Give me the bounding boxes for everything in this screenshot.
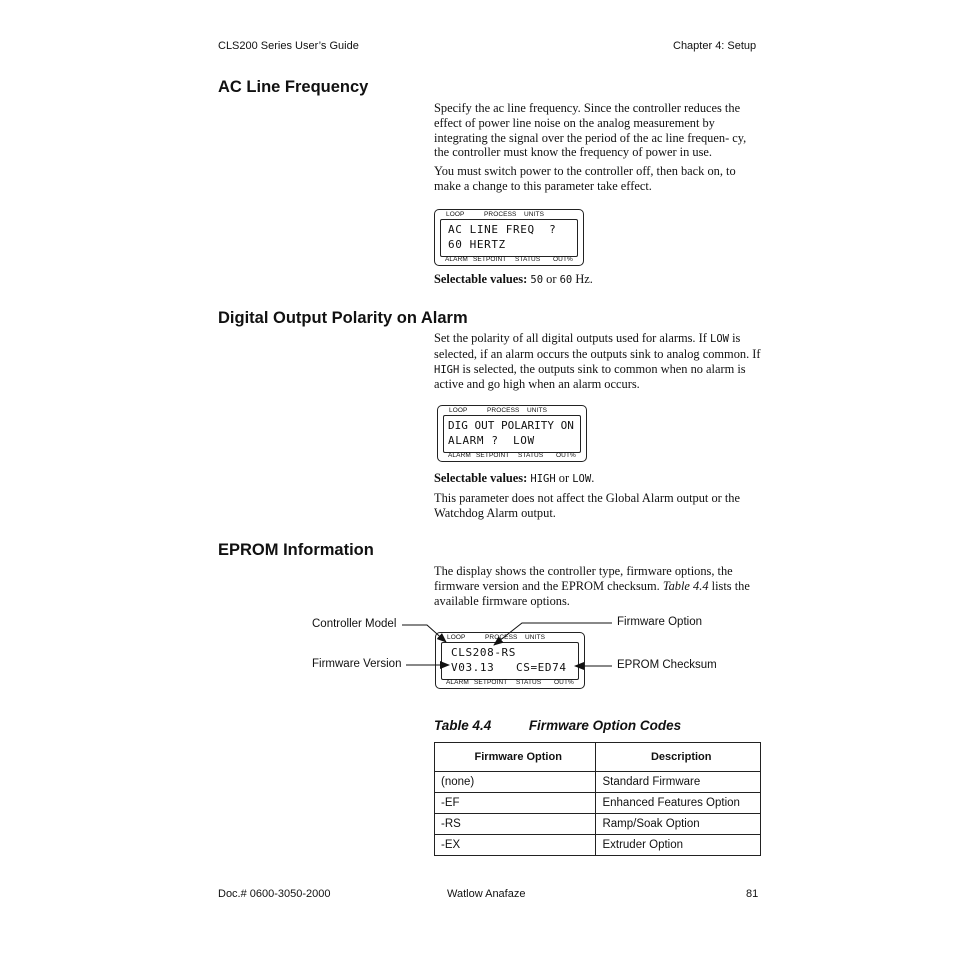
lcd-label-alarm: ALARM: [448, 452, 471, 459]
selectable-values-label: Selectable values:: [434, 272, 528, 286]
arrow-firmware-option: [494, 623, 612, 645]
section-title-digital-output-polarity: Digital Output Polarity on Alarm: [218, 309, 468, 327]
firmware-option-table: [434, 742, 761, 856]
table-row: [435, 772, 761, 793]
lcd-label-out: OUT%: [553, 256, 573, 263]
lcd-line-1: AC LINE FREQ ?: [448, 223, 557, 236]
table-cell-option: (none): [435, 772, 596, 793]
callout-controller-model: Controller Model: [312, 618, 397, 630]
table-row: [435, 793, 761, 814]
dig-code-high: HIGH: [434, 363, 460, 376]
table-caption-title: Firmware Option Codes: [528, 718, 682, 733]
table-row: [435, 814, 761, 835]
ac-paragraph-2: You must switch power to the controller off, then back on, to make a change to this parameter take effect.: [434, 164, 736, 193]
lcd-line-2: 60 HERTZ: [448, 238, 506, 251]
table-cell-option: -RS: [435, 814, 596, 835]
lcd-label-units: UNITS: [524, 211, 544, 218]
table-reference: Table 4.4: [662, 578, 709, 593]
ac-paragraph-1: Specify the ac line frequency. Since the controller reduces the effect of power line noise on the analog measurement by integrating the signal over the period of the ac line frequen- cy, the controller must know the frequency of power in use.: [434, 101, 747, 160]
arrow-controller-model: [402, 625, 446, 642]
eprom-text-b: lists the available firmware options.: [434, 578, 750, 608]
table-cell-description: Ramp/Soak Option: [596, 814, 761, 835]
dig-text-c: is selected, the outputs sink to common when no alarm is active and go high when an alarm occurs.: [434, 361, 746, 392]
footer-company: Watlow Anafaze: [447, 888, 526, 900]
lcd-line-2: ALARM ? LOW: [448, 434, 535, 447]
lcd-label-loop: LOOP: [447, 634, 466, 641]
lcd-label-out: OUT%: [556, 452, 576, 459]
period-text: .: [591, 471, 595, 485]
lcd-label-setpoint: SETPOINT: [474, 679, 508, 686]
lcd-label-process: PROCESS: [484, 211, 517, 218]
table-row: [435, 835, 761, 856]
lcd-label-units: UNITS: [527, 407, 547, 414]
lcd-label-setpoint: SETPOINT: [476, 452, 510, 459]
section-title-ac-line-frequency: AC Line Frequency: [218, 78, 369, 96]
table-header-firmware-option: Firmware Option: [435, 743, 596, 772]
value-high: HIGH: [530, 473, 556, 485]
footer-doc-number: Doc.# 0600-3050-2000: [218, 888, 331, 900]
lcd-label-process: PROCESS: [485, 634, 518, 641]
dig-code-low: LOW: [710, 333, 729, 345]
value-50: 50: [530, 274, 544, 286]
lcd-label-setpoint: SETPOINT: [473, 256, 507, 263]
lcd-label-loop: LOOP: [449, 407, 468, 414]
selectable-values-label: Selectable values:: [434, 471, 528, 485]
lcd-line-2: V03.13 CS=ED74: [451, 661, 567, 674]
table-cell-description: Extruder Option: [596, 835, 761, 856]
callout-eprom-checksum: EPROM Checksum: [617, 659, 717, 671]
table-caption: [434, 718, 681, 733]
table-cell-option: -EX: [435, 835, 596, 856]
lcd-label-status: STATUS: [518, 452, 544, 459]
eprom-text-a: The display shows the controller type, firmware options, the firmware version and the EPROM checksum.: [434, 564, 733, 593]
lcd-label-alarm: ALARM: [446, 679, 469, 686]
lcd-label-status: STATUS: [516, 679, 542, 686]
lcd-label-process: PROCESS: [487, 407, 520, 414]
lcd-line-1: CLS208-RS: [451, 646, 517, 659]
dig-text-a: Set the polarity of all digital outputs used for alarms. If: [434, 331, 707, 345]
lcd-line-1: DIG OUT POLARITY ON: [448, 419, 574, 432]
table-cell-option: -EF: [435, 793, 596, 814]
section-title-eprom-information: EPROM Information: [218, 541, 374, 559]
lcd-label-status: STATUS: [515, 256, 541, 263]
lcd-label-out: OUT%: [554, 679, 574, 686]
table-cell-description: Enhanced Features Option: [596, 793, 761, 814]
lcd-label-loop: LOOP: [446, 211, 465, 218]
dig-paragraph-2: This parameter does not affect the Global Alarm output or the Watchdog Alarm output.: [434, 491, 741, 520]
table-header-row: [435, 743, 761, 772]
footer-page-number: 81: [746, 888, 759, 900]
or-text: or: [558, 471, 570, 485]
table-caption-number: Table 4.4: [434, 718, 492, 733]
lcd-label-units: UNITS: [525, 634, 545, 641]
running-header-chapter: Chapter 4: Setup: [673, 40, 757, 52]
table-header-description: Description: [596, 743, 761, 772]
lcd-label-alarm: ALARM: [445, 256, 468, 263]
running-header-title: CLS200 Series User’s Guide: [218, 40, 359, 52]
value-low: LOW: [572, 473, 592, 485]
dig-text-b: is selected, if an alarm occurs the outputs sink to analog common. If: [434, 331, 761, 361]
or-text: or: [546, 272, 557, 286]
table-cell-description: Standard Firmware: [596, 772, 761, 793]
callout-firmware-option: Firmware Option: [617, 616, 702, 628]
unit-text: Hz.: [575, 272, 593, 286]
value-60: 60: [559, 274, 573, 286]
callout-firmware-version: Firmware Version: [312, 658, 402, 670]
